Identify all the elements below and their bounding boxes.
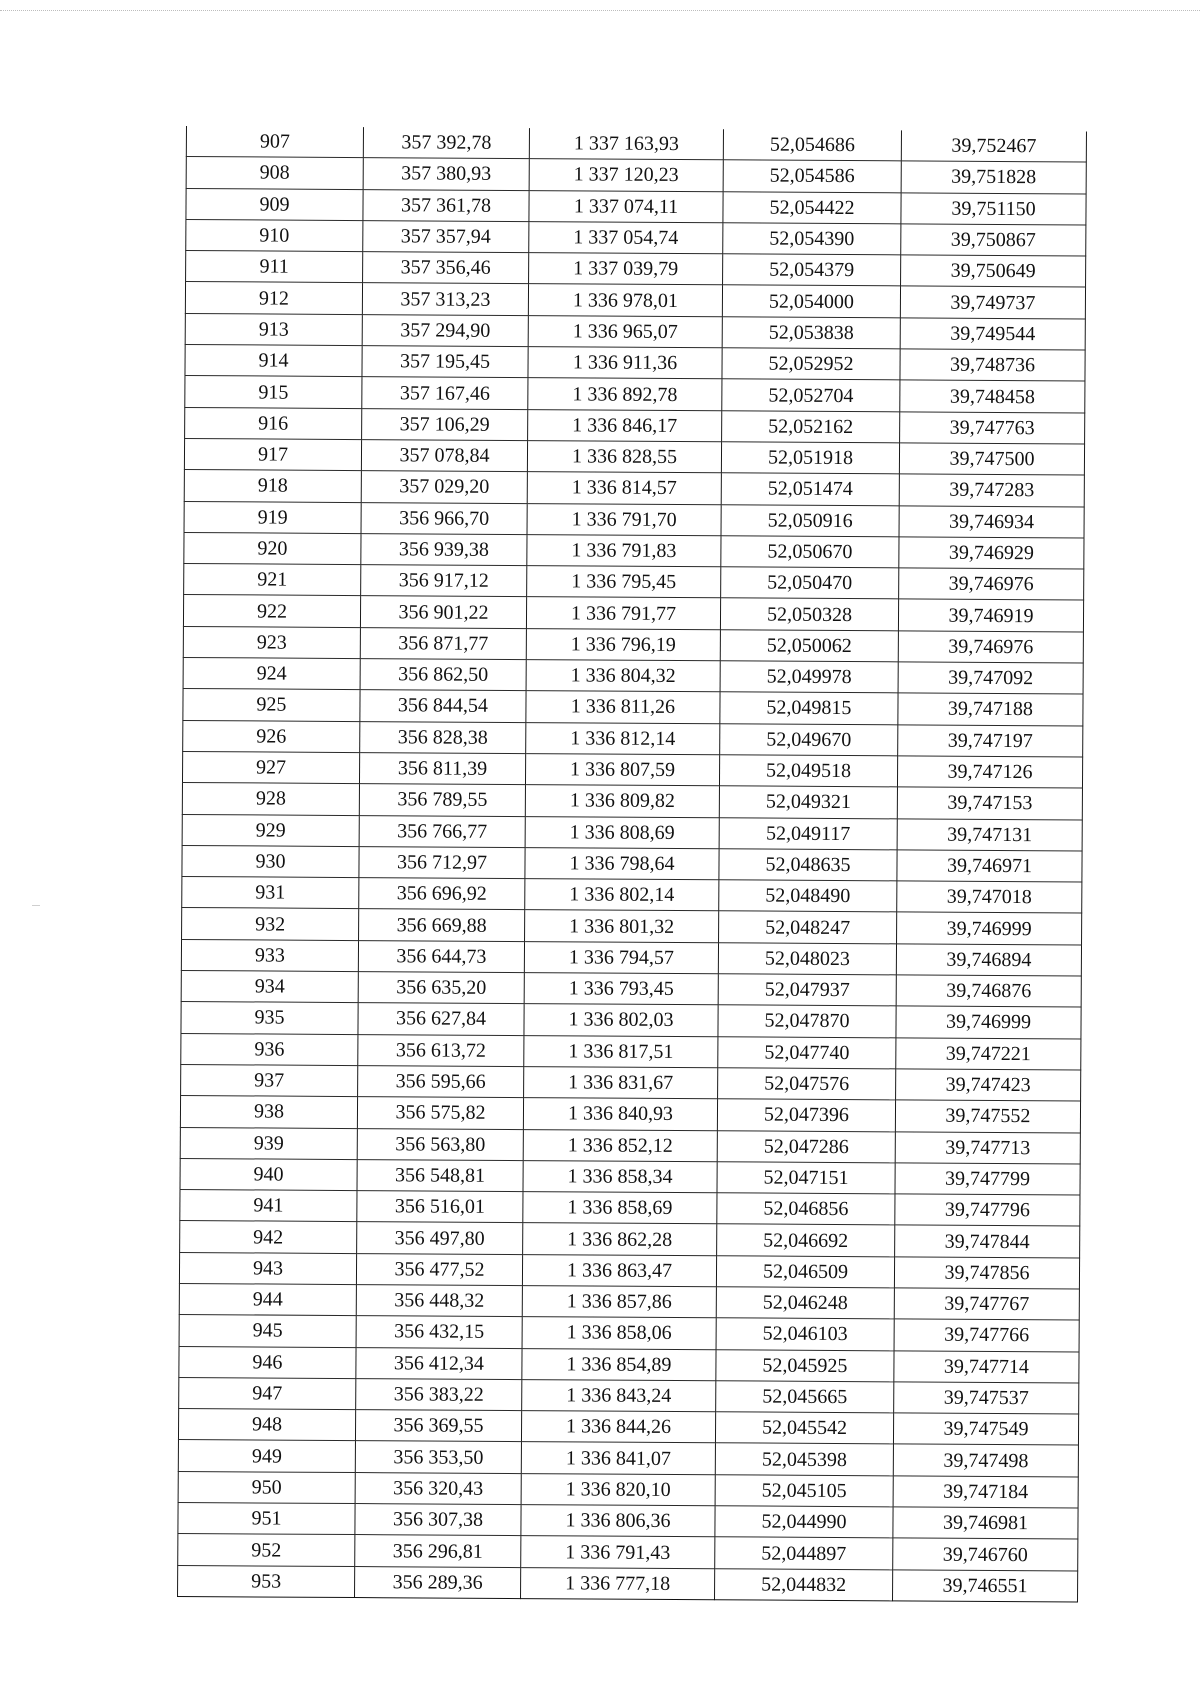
x-coordinate-cell: 356 828,38 [360, 721, 526, 753]
longitude-cell: 39,746894 [896, 944, 1081, 976]
y-coordinate-cell: 1 336 965,07 [528, 315, 722, 347]
latitude-cell: 52,049518 [719, 755, 897, 787]
longitude-cell: 39,747197 [898, 725, 1083, 757]
x-coordinate-cell: 357 078,84 [361, 440, 527, 472]
y-coordinate-cell: 1 336 820,10 [521, 1473, 715, 1505]
y-coordinate-cell: 1 336 802,03 [524, 1004, 718, 1036]
x-coordinate-cell: 357 294,90 [362, 314, 528, 346]
x-coordinate-cell: 356 862,50 [360, 659, 526, 691]
latitude-cell: 52,046103 [716, 1318, 894, 1350]
latitude-cell: 52,054422 [723, 191, 901, 223]
point-number-cell: 938 [180, 1096, 357, 1128]
y-coordinate-cell: 1 336 852,12 [523, 1129, 717, 1161]
longitude-cell: 39,746976 [899, 568, 1084, 600]
latitude-cell: 52,045665 [716, 1381, 894, 1413]
y-coordinate-cell: 1 336 814,57 [527, 472, 721, 504]
y-coordinate-cell: 1 336 791,77 [526, 597, 720, 629]
point-number-cell: 947 [179, 1377, 356, 1409]
longitude-cell: 39,747153 [897, 787, 1082, 819]
latitude-cell: 52,050470 [721, 567, 899, 599]
latitude-cell: 52,047286 [717, 1130, 895, 1162]
longitude-cell: 39,747498 [893, 1444, 1078, 1476]
longitude-cell: 39,747131 [897, 818, 1082, 850]
point-number-cell: 950 [178, 1471, 355, 1503]
point-number-cell: 920 [184, 532, 361, 564]
y-coordinate-cell: 1 336 840,93 [523, 1098, 717, 1130]
y-coordinate-cell: 1 336 806,36 [521, 1505, 715, 1537]
longitude-cell: 39,747856 [894, 1257, 1079, 1289]
point-number-cell: 915 [185, 376, 362, 408]
longitude-cell: 39,746999 [896, 1006, 1081, 1038]
longitude-cell: 39,748458 [900, 380, 1085, 412]
longitude-cell: 39,747714 [894, 1350, 1079, 1382]
y-coordinate-cell: 1 336 798,64 [525, 847, 719, 879]
latitude-cell: 52,054686 [723, 129, 901, 161]
point-number-cell: 914 [185, 345, 362, 377]
latitude-cell: 52,048490 [719, 880, 897, 912]
longitude-cell: 39,747552 [895, 1100, 1080, 1132]
longitude-cell: 39,749737 [900, 286, 1085, 318]
latitude-cell: 52,048247 [719, 911, 897, 943]
longitude-cell: 39,746976 [898, 631, 1083, 663]
latitude-cell: 52,049670 [720, 723, 898, 755]
x-coordinate-cell: 356 901,22 [360, 596, 526, 628]
point-number-cell: 941 [180, 1190, 357, 1222]
latitude-cell: 52,054586 [723, 160, 901, 192]
latitude-cell: 52,052704 [722, 379, 900, 411]
longitude-cell: 39,747763 [900, 412, 1085, 444]
latitude-cell: 52,047937 [718, 974, 896, 1006]
latitude-cell: 52,051474 [721, 473, 899, 505]
longitude-cell: 39,749544 [900, 318, 1085, 350]
longitude-cell: 39,747188 [898, 693, 1083, 725]
y-coordinate-cell: 1 337 074,11 [529, 190, 723, 222]
latitude-cell: 52,048635 [719, 849, 897, 881]
y-coordinate-cell: 1 336 858,69 [523, 1192, 717, 1224]
point-number-cell: 908 [186, 157, 363, 189]
latitude-cell: 52,044832 [715, 1568, 893, 1600]
y-coordinate-cell: 1 336 843,24 [522, 1379, 716, 1411]
point-number-cell: 939 [180, 1127, 357, 1159]
x-coordinate-cell: 356 627,84 [358, 1003, 524, 1035]
latitude-cell: 52,054379 [723, 254, 901, 286]
longitude-cell: 39,750649 [901, 255, 1086, 287]
longitude-cell: 39,747126 [897, 756, 1082, 788]
longitude-cell: 39,747549 [893, 1413, 1078, 1445]
y-coordinate-cell: 1 336 857,86 [522, 1286, 716, 1318]
y-coordinate-cell: 1 336 791,83 [527, 534, 721, 566]
y-coordinate-cell: 1 336 911,36 [528, 347, 722, 379]
y-coordinate-cell: 1 336 807,59 [525, 754, 719, 786]
x-coordinate-cell: 356 917,12 [361, 565, 527, 597]
longitude-cell: 39,747423 [896, 1069, 1081, 1101]
longitude-cell: 39,752467 [901, 130, 1086, 162]
x-coordinate-cell: 356 497,80 [357, 1222, 523, 1254]
point-number-cell: 924 [183, 658, 360, 690]
x-coordinate-cell: 356 353,50 [355, 1441, 521, 1473]
point-number-cell: 926 [183, 720, 360, 752]
longitude-cell: 39,747713 [895, 1131, 1080, 1163]
point-number-cell: 944 [179, 1283, 356, 1315]
x-coordinate-cell: 356 644,73 [358, 940, 524, 972]
longitude-cell: 39,747500 [899, 443, 1084, 475]
point-number-cell: 953 [178, 1565, 355, 1597]
x-coordinate-cell: 356 575,82 [357, 1097, 523, 1129]
latitude-cell: 52,050916 [721, 504, 899, 536]
point-number-cell: 918 [184, 470, 361, 502]
point-number-cell: 912 [185, 282, 362, 314]
x-coordinate-cell: 357 361,78 [363, 189, 529, 221]
latitude-cell: 52,046692 [717, 1224, 895, 1256]
y-coordinate-cell: 1 336 892,78 [528, 378, 722, 410]
latitude-cell: 52,049978 [720, 661, 898, 693]
latitude-cell: 52,053838 [722, 317, 900, 349]
x-coordinate-cell: 356 766,77 [359, 815, 525, 847]
y-coordinate-cell: 1 336 844,26 [521, 1411, 715, 1443]
y-coordinate-cell: 1 336 831,67 [524, 1066, 718, 1098]
longitude-cell: 39,746999 [897, 912, 1082, 944]
latitude-cell: 52,049815 [720, 692, 898, 724]
point-number-cell: 922 [183, 595, 360, 627]
x-coordinate-cell: 357 106,29 [362, 408, 528, 440]
longitude-cell: 39,747184 [893, 1476, 1078, 1508]
y-coordinate-cell: 1 336 777,18 [521, 1567, 715, 1599]
y-coordinate-cell: 1 336 828,55 [527, 441, 721, 473]
latitude-cell: 52,045398 [715, 1443, 893, 1475]
scan-top-edge [0, 10, 1200, 11]
x-coordinate-cell: 356 613,72 [358, 1034, 524, 1066]
x-coordinate-cell: 357 356,46 [363, 252, 529, 284]
y-coordinate-cell: 1 336 858,34 [523, 1160, 717, 1192]
point-number-cell: 923 [183, 626, 360, 658]
y-coordinate-cell: 1 336 858,06 [522, 1317, 716, 1349]
longitude-cell: 39,746551 [893, 1570, 1078, 1602]
y-coordinate-cell: 1 336 802,14 [525, 879, 719, 911]
longitude-cell: 39,748736 [900, 349, 1085, 381]
longitude-cell: 39,747799 [895, 1163, 1080, 1195]
x-coordinate-cell: 356 296,81 [355, 1535, 521, 1567]
point-number-cell: 937 [181, 1064, 358, 1096]
point-number-cell: 907 [186, 126, 363, 158]
latitude-cell: 52,054000 [722, 285, 900, 317]
x-coordinate-cell: 357 380,93 [363, 158, 529, 190]
x-coordinate-cell: 356 412,34 [356, 1347, 522, 1379]
longitude-cell: 39,747018 [897, 881, 1082, 913]
x-coordinate-cell: 357 357,94 [363, 220, 529, 252]
x-coordinate-cell: 356 548,81 [357, 1159, 523, 1191]
point-number-cell: 909 [186, 188, 363, 220]
point-number-cell: 925 [183, 689, 360, 721]
latitude-cell: 52,054390 [723, 223, 901, 255]
y-coordinate-cell: 1 337 039,79 [529, 253, 723, 285]
point-number-cell: 931 [182, 877, 359, 909]
coordinates-table [177, 126, 1087, 1602]
point-number-cell: 927 [182, 751, 359, 783]
x-coordinate-cell: 357 167,46 [362, 377, 528, 409]
point-number-cell: 945 [179, 1315, 356, 1347]
latitude-cell: 52,050062 [720, 630, 898, 662]
x-coordinate-cell: 356 669,88 [359, 909, 525, 941]
x-coordinate-cell: 356 939,38 [361, 533, 527, 565]
x-coordinate-cell: 356 369,55 [355, 1410, 521, 1442]
point-number-cell: 946 [179, 1346, 356, 1378]
y-coordinate-cell: 1 336 846,17 [528, 409, 722, 441]
point-number-cell: 942 [180, 1221, 357, 1253]
x-coordinate-cell: 356 307,38 [355, 1504, 521, 1536]
y-coordinate-cell: 1 336 808,69 [525, 816, 719, 848]
point-number-cell: 910 [186, 219, 363, 251]
point-number-cell: 916 [185, 407, 362, 439]
point-number-cell: 951 [178, 1503, 355, 1535]
point-number-cell: 948 [178, 1409, 355, 1441]
point-number-cell: 933 [181, 939, 358, 971]
latitude-cell: 52,047870 [718, 1005, 896, 1037]
y-coordinate-cell: 1 337 120,23 [529, 159, 723, 191]
latitude-cell: 52,047576 [718, 1068, 896, 1100]
latitude-cell: 52,051918 [721, 442, 899, 474]
latitude-cell: 52,047396 [717, 1099, 895, 1131]
x-coordinate-cell: 356 432,15 [356, 1316, 522, 1348]
latitude-cell: 52,052952 [722, 348, 900, 380]
point-number-cell: 929 [182, 814, 359, 846]
y-coordinate-cell: 1 336 795,45 [527, 566, 721, 598]
y-coordinate-cell: 1 336 812,14 [526, 722, 720, 754]
latitude-cell: 52,047151 [717, 1162, 895, 1194]
y-coordinate-cell: 1 336 809,82 [525, 785, 719, 817]
longitude-cell: 39,747844 [895, 1225, 1080, 1257]
x-coordinate-cell: 357 029,20 [361, 471, 527, 503]
point-number-cell: 932 [182, 908, 359, 940]
longitude-cell: 39,747796 [895, 1194, 1080, 1226]
longitude-cell: 39,747092 [898, 662, 1083, 694]
latitude-cell: 52,044897 [715, 1537, 893, 1569]
y-coordinate-cell: 1 337 163,93 [529, 128, 723, 160]
y-coordinate-cell: 1 336 978,01 [528, 284, 722, 316]
y-coordinate-cell: 1 336 791,70 [527, 503, 721, 535]
point-number-cell: 921 [184, 564, 361, 596]
scan-margin-mark [32, 905, 40, 906]
latitude-cell: 52,049321 [719, 786, 897, 818]
longitude-cell: 39,751828 [901, 161, 1086, 193]
longitude-cell: 39,746760 [893, 1538, 1078, 1570]
point-number-cell: 934 [181, 971, 358, 1003]
point-number-cell: 935 [181, 1002, 358, 1034]
longitude-cell: 39,747537 [894, 1382, 1079, 1414]
y-coordinate-cell: 1 336 801,32 [525, 910, 719, 942]
point-number-cell: 917 [184, 438, 361, 470]
y-coordinate-cell: 1 336 854,89 [522, 1348, 716, 1380]
x-coordinate-cell: 357 392,78 [363, 127, 529, 159]
latitude-cell: 52,048023 [718, 942, 896, 974]
point-number-cell: 936 [181, 1033, 358, 1065]
x-coordinate-cell: 356 595,66 [358, 1065, 524, 1097]
latitude-cell: 52,045542 [715, 1412, 893, 1444]
x-coordinate-cell: 356 563,80 [357, 1128, 523, 1160]
x-coordinate-cell: 356 516,01 [357, 1191, 523, 1223]
x-coordinate-cell: 356 383,22 [356, 1378, 522, 1410]
coordinates-table-body [178, 126, 1087, 1602]
y-coordinate-cell: 1 336 811,26 [526, 691, 720, 723]
longitude-cell: 39,746981 [893, 1507, 1078, 1539]
point-number-cell: 952 [178, 1534, 355, 1566]
point-number-cell: 940 [180, 1158, 357, 1190]
x-coordinate-cell: 357 313,23 [362, 283, 528, 315]
y-coordinate-cell: 1 336 793,45 [524, 973, 718, 1005]
x-coordinate-cell: 356 635,20 [358, 972, 524, 1004]
x-coordinate-cell: 356 811,39 [359, 753, 525, 785]
longitude-cell: 39,746971 [897, 850, 1082, 882]
x-coordinate-cell: 356 789,55 [359, 784, 525, 816]
longitude-cell: 39,747221 [896, 1037, 1081, 1069]
latitude-cell: 52,050328 [720, 598, 898, 630]
y-coordinate-cell: 1 337 054,74 [529, 221, 723, 253]
longitude-cell: 39,750867 [901, 224, 1086, 256]
longitude-cell: 39,746919 [898, 599, 1083, 631]
y-coordinate-cell: 1 336 841,07 [521, 1442, 715, 1474]
longitude-cell: 39,746876 [896, 975, 1081, 1007]
x-coordinate-cell: 356 696,92 [359, 878, 525, 910]
point-number-cell: 930 [182, 845, 359, 877]
longitude-cell: 39,747283 [899, 474, 1084, 506]
x-coordinate-cell: 356 844,54 [360, 690, 526, 722]
longitude-cell: 39,747767 [894, 1288, 1079, 1320]
x-coordinate-cell: 356 320,43 [355, 1472, 521, 1504]
latitude-cell: 52,045925 [716, 1349, 894, 1381]
point-number-cell: 913 [185, 313, 362, 345]
point-number-cell: 911 [186, 251, 363, 283]
longitude-cell: 39,747766 [894, 1319, 1079, 1351]
point-number-cell: 943 [179, 1252, 356, 1284]
x-coordinate-cell: 356 871,77 [360, 627, 526, 659]
x-coordinate-cell: 356 966,70 [361, 502, 527, 534]
x-coordinate-cell: 356 289,36 [355, 1566, 521, 1598]
x-coordinate-cell: 356 477,52 [356, 1253, 522, 1285]
y-coordinate-cell: 1 336 863,47 [522, 1254, 716, 1286]
table-row [178, 1565, 1078, 1602]
point-number-cell: 928 [182, 783, 359, 815]
y-coordinate-cell: 1 336 804,32 [526, 660, 720, 692]
y-coordinate-cell: 1 336 791,43 [521, 1536, 715, 1568]
latitude-cell: 52,046856 [717, 1193, 895, 1225]
latitude-cell: 52,050670 [721, 536, 899, 568]
y-coordinate-cell: 1 336 794,57 [524, 941, 718, 973]
x-coordinate-cell: 357 195,45 [362, 346, 528, 378]
x-coordinate-cell: 356 712,97 [359, 846, 525, 878]
latitude-cell: 52,045105 [715, 1475, 893, 1507]
y-coordinate-cell: 1 336 862,28 [523, 1223, 717, 1255]
latitude-cell: 52,046248 [716, 1287, 894, 1319]
longitude-cell: 39,746929 [899, 537, 1084, 569]
point-number-cell: 949 [178, 1440, 355, 1472]
longitude-cell: 39,751150 [901, 192, 1086, 224]
point-number-cell: 919 [184, 501, 361, 533]
x-coordinate-cell: 356 448,32 [356, 1285, 522, 1317]
longitude-cell: 39,746934 [899, 505, 1084, 537]
latitude-cell: 52,044990 [715, 1506, 893, 1538]
latitude-cell: 52,049117 [719, 817, 897, 849]
latitude-cell: 52,046509 [716, 1255, 894, 1287]
latitude-cell: 52,047740 [718, 1036, 896, 1068]
y-coordinate-cell: 1 336 796,19 [526, 628, 720, 660]
y-coordinate-cell: 1 336 817,51 [524, 1035, 718, 1067]
latitude-cell: 52,052162 [722, 410, 900, 442]
